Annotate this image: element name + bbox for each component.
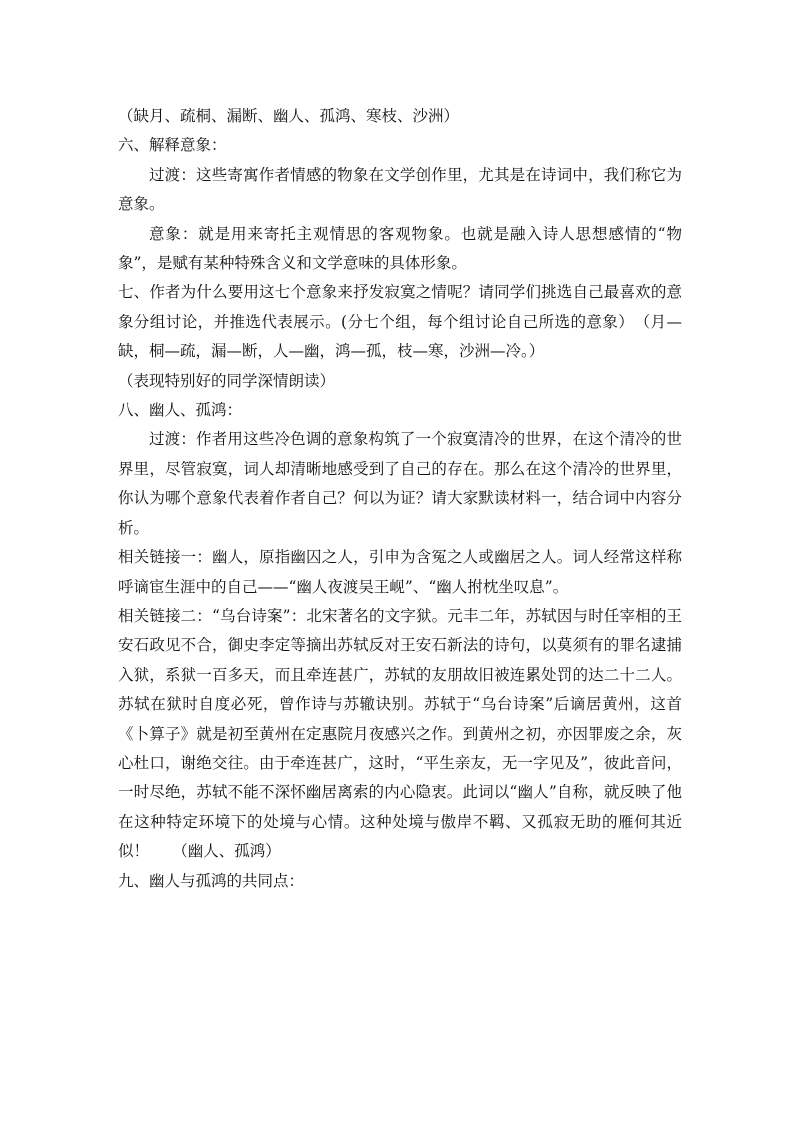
section-nine-heading: 九、幽人与孤鸿的共同点： [118, 871, 305, 890]
transition-paragraph-2: 过渡：作者用这些冷色调的意象构筑了一个寂寞清冷的世界，在这个清冷的世界里，尽管寂寞，词人却清晰地感受到了自己的存在。那么在这个清冷的世界里，你认为哪个意象代表着作者自己？何以为证？请大家默读材料一，结合词中内容分析。 [118, 430, 682, 537]
related-link-two: 相关链接二：“乌台诗案”：北宋著名的文字狱。元丰二年，苏轼因与时任宰相的王安石政见不合，御史李定等摘出苏轼反对王安石新法的诗句，以莫须有的罪名逮捕入狱，系狱一百多天，而且牵连甚广，苏轼的友朋故旧被连累处罚的达二十二人。苏轼在狱时自度必死，曾作诗与苏辙诀别。苏轼于“乌台诗案”后谪居黄州，这首《卜算子》就是初至黄州在定惠院月夜感兴之作。到黄州之初，亦因罪废之余，灰心杜口，谢绝交往。由于牵连甚广，这时，“平生亲友，无一字见及”，彼此音问，一时尽绝，苏轼不能不深怀幽居离索的内心隐衷。此词以“幽人”自称，就反映了他在这种特定环境下的处境与心情。这种处境与傲岸不羁、又孤寂无助的雁何其近似！ （幽人、孤鸿） [118, 606, 682, 861]
transition-paragraph-1: 过渡：这些寄寓作者情感的物象在文学创作里，尤其是在诗词中，我们称它为意象。 [118, 165, 682, 214]
reading-note: （表现特别好的同学深情朗读） [118, 371, 336, 390]
document-body [118, 102, 682, 896]
related-link-one: 相关链接一：幽人，原指幽囚之人，引申为含冤之人或幽居之人。词人经常这样称呼谪宦生涯中的自己——“幽人夜渡吴王岘”、“幽人拊枕坐叹息”。 [118, 548, 682, 596]
section-eight-heading: 八、幽人、孤鸿： [118, 401, 243, 420]
imagery-definition: 意象：就是用来寄托主观情思的客观物象。也就是融入诗人思想感情的“物象”，是赋有某种特殊含义和文学意味的具体形象。 [118, 224, 682, 273]
imagery-list: （缺月、疏桐、漏断、幽人、孤鸿、寒枝、沙洲） [118, 107, 460, 125]
section-six-heading: 六、解释意象： [118, 136, 227, 155]
section-seven-paragraph: 七、作者为什么要用这七个意象来抒发寂寞之情呢？请同学们挑选自己最喜欢的意象分组讨论，并推选代表展示。(分七个组，每个组讨论自己所选的意象） （月—缺，桐—疏，漏—断，人—幽，鸿—孤，枝—寒，沙洲—冷。） [118, 283, 682, 361]
